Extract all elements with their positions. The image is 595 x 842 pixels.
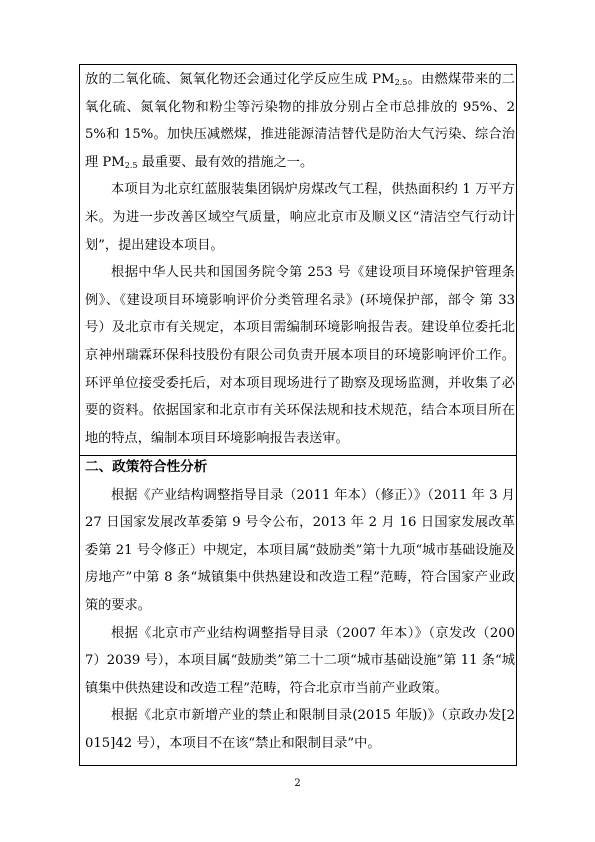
intro-paragraph-2: 本项目为北京红蓝服装集团锅炉房煤改气工程，供热面积约 1 万平方米。为进一步改善区域空气质量，响应北京市及顺义区“清洁空气行动计划”，提出建设本项目。 — [85, 182, 515, 253]
intro-p1-text-b: 。由燃煤带来的二氧化硫、氮氧化物和粉尘等污染物的排放分别占全市总排放的 95%、25%和 15%。加快压减燃煤，推进能源清洁替代是防治大气污染、综合治理 PM — [85, 72, 515, 170]
policy-paragraph-1: 根据《产业结构调整指导目录（2011 年本）（修正）》（2011 年 3 月 27 日国家发展改革委第 9 号令公布，2013 年 2 月 16 日国家发展改革委第 21 号令修正）中规定，本项目属“鼓励类”第十九项“城市基础设施及房地产”中第 8 条“城镇集中供热建设和改造工程”范畴，符合国家产业政策的要求。 — [85, 487, 515, 613]
page-number: 2 — [294, 778, 301, 789]
intro-paragraph-3: 根据中华人民共和国国务院令第 253 号《建设项目环境保护管理条例》、《建设项目环境影响评价分类管理名录》(环境保护部，部令 第 33 号）及北京市有关规定，本项目需编制环境影响报告表。建设单位委托北京神州瑞霖环保科技股份有限公司负责开展本项目的环境影响评价工作。环评单位接受委托后，对本项目现场进行了勘察及现场监测，并收集了必要的资料。依据国家和北京市有关环保法规和技术规范，结合本项目所在地的特点，编制本项目环境影响报告表送审。 — [85, 265, 515, 446]
pm-subscript: 2.5 — [124, 160, 138, 170]
section-heading: 二、政策符合性分析 — [85, 459, 208, 475]
policy-paragraph-3: 根据《北京市新增产业的禁止和限制目录(2015 年版)》（京政办发[2015]42 号），本项目不在该“禁止和限制目录”中。 — [85, 708, 515, 751]
intro-paragraph-1 — [85, 66, 515, 176]
document-body — [85, 66, 515, 758]
policy-section — [85, 454, 515, 758]
intro-p1-text-c: 最重要、最有效的措施之一。 — [137, 154, 314, 170]
intro-section — [85, 66, 515, 456]
intro-p1-text-a: 放的二氧化硫、氮氧化物还会通过化学反应生成 PM — [85, 72, 395, 87]
policy-paragraph-2: 根据《北京市产业结构调整指导目录（2007 年本）》（京发改（2007）2039 号），本项目属“鼓励类”第二十二项“城市基础设施”第 11 条“城镇集中供热建设和改造工程”范畴，符合北京市当前产业政策。 — [85, 625, 515, 696]
pm-subscript: 2.5 — [394, 78, 408, 87]
